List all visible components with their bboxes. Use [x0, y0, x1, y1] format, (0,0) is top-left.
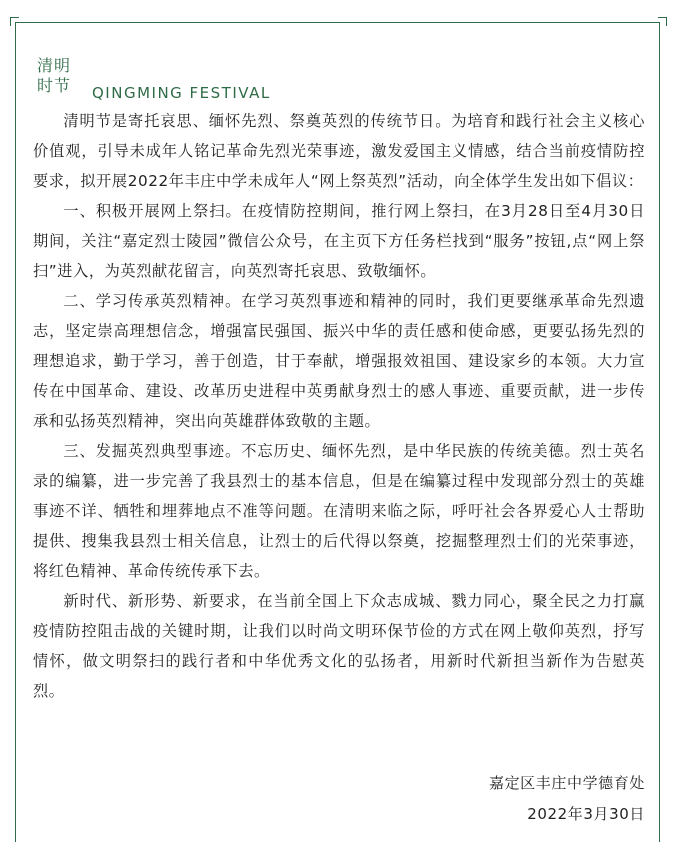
article-body	[33, 106, 645, 706]
title-line-2: 时节	[37, 76, 72, 95]
proposal-paragraph-1: 一、积极开展网上祭扫。在疫情防控期间，推行网上祭扫，在3月28日至4月30日期间，关注“嘉定烈士陵园”微信公众号，在主页下方任务栏找到“服务”按钮,点“网上祭扫”进入，为英烈献花留言，向英烈寄托哀思、致敬缅怀。	[33, 202, 645, 280]
border-corner-top-left	[10, 17, 19, 26]
signature-date: 2022年3月30日	[527, 805, 645, 823]
signature-block	[489, 768, 645, 830]
festival-title-english: QINGMING FESTIVAL	[92, 84, 271, 102]
signature-organization: 嘉定区丰庄中学德育处	[488, 774, 645, 792]
proposal-paragraph-2: 二、学习传承英烈精神。在学习英烈事迹和精神的同时，我们更要继承革命先烈遗志，坚定崇高理想信念，增强富民强国、振兴中华的责任感和使命感，更要弘扬先烈的理想追求，勤于学习，善于创造，甘于奉献，增强报效祖国、建设家乡的本领。大力宣传在中国革命、建设、改革历史进程中英勇献身烈士的感人事迹、重要贡献，进一步传承和弘扬英烈精神，突出向英雄群体致敬的主题。	[33, 292, 645, 430]
festival-title-chinese	[37, 56, 77, 96]
title-line-1: 清明	[37, 56, 72, 75]
proposal-paragraph-3: 三、发掘英烈典型事迹。不忘历史、缅怀先烈，是中华民族的传统美德。烈士英名录的编纂，进一步完善了我县烈士的基本信息，但是在编纂过程中发现部分烈士的英雄事迹不详、牺牲和埋葬地点不准等问题。在清明来临之际，呼吁社会各界爱心人士帮助提供、搜集我县烈士相关信息，让烈士的后代得以祭奠，挖掘整理烈士们的光荣事迹，将红色精神、革命传统传承下去。	[33, 442, 645, 580]
closing-paragraph: 新时代、新形势、新要求，在当前全国上下众志成城、戮力同心，聚全民之力打赢疫情防控阻击战的关键时期，让我们以时尚文明环保节俭的方式在网上敬仰英烈，抒写情怀，做文明祭扫的践行者和中华优秀文化的弘扬者，用新时代新担当新作为告慰英烈。	[33, 592, 645, 700]
border-corner-top-right	[658, 17, 667, 26]
intro-paragraph: 清明节是寄托哀思、缅怀先烈、祭奠英烈的传统节日。为培育和践行社会主义核心价值观，引导未成年人铭记革命先烈光荣事迹，激发爱国主义情感，结合当前疫情防控要求，拟开展2022年丰庄中学未成年人“网上祭英烈”活动，向全体学生发出如下倡议：	[33, 112, 645, 190]
